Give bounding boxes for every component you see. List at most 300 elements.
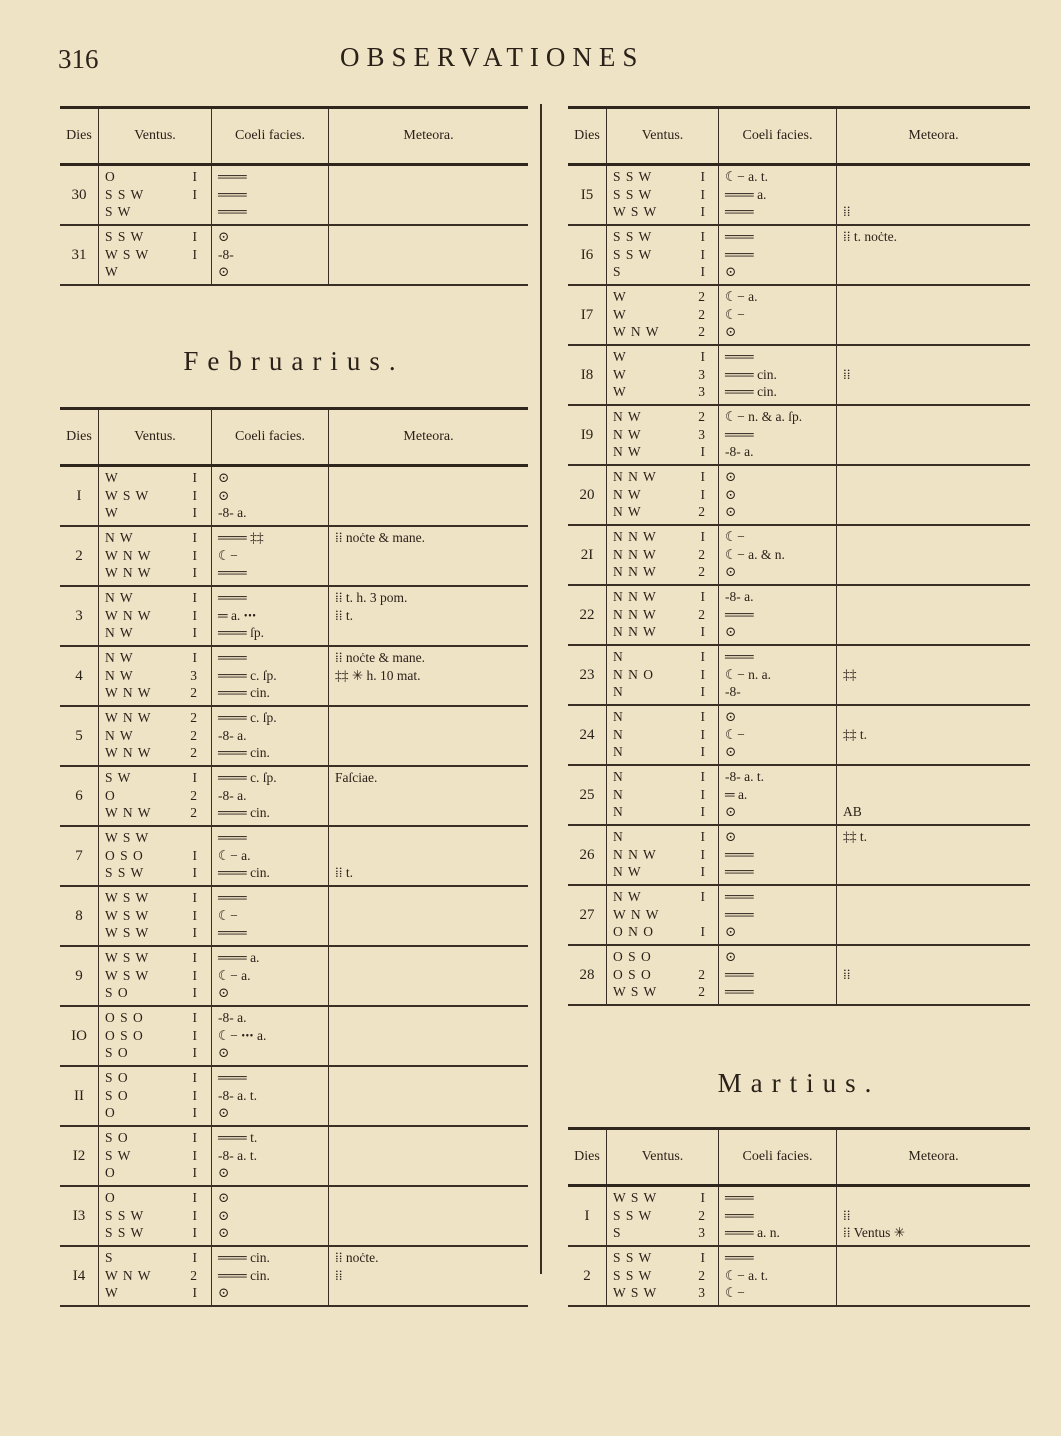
meteora-line bbox=[843, 1189, 1030, 1207]
wind-line bbox=[613, 888, 718, 906]
wind-direction: W S W bbox=[105, 246, 150, 262]
wind-direction: O bbox=[105, 1190, 116, 1205]
wind-force: I bbox=[192, 1250, 197, 1265]
wind-line bbox=[105, 847, 211, 865]
wind-line bbox=[613, 443, 718, 461]
ventus-cell bbox=[606, 826, 718, 884]
day-cell: 30 bbox=[71, 186, 87, 203]
coeli-line: ═══ bbox=[218, 565, 247, 580]
wind-line bbox=[105, 684, 211, 702]
meteora-cell bbox=[836, 1187, 1030, 1245]
meteora-line bbox=[843, 708, 1030, 726]
meteora-line: ⁞⁞ t. bbox=[335, 865, 354, 880]
wind-direction: W S W bbox=[105, 950, 150, 965]
wind-direction: W N W bbox=[105, 565, 152, 580]
wind-line bbox=[105, 744, 211, 762]
wind-direction: W N W bbox=[105, 547, 152, 563]
meteora-line bbox=[843, 168, 1030, 186]
coeli-line: ⊙ bbox=[218, 1105, 230, 1120]
wind-force: 2 bbox=[190, 685, 197, 700]
day-cell: 31 bbox=[71, 246, 87, 263]
header-ventus: Ventus. bbox=[606, 1130, 718, 1184]
coeli-line: ═══ c. ſp. bbox=[218, 667, 277, 683]
coeli-line: ⊙ bbox=[725, 709, 737, 724]
coeli-line: ═══ bbox=[725, 966, 754, 982]
table-row bbox=[568, 226, 1030, 286]
coeli-cell bbox=[718, 406, 836, 464]
wind-force: I bbox=[700, 846, 705, 862]
coeli-line: ═══ t. bbox=[218, 1130, 258, 1145]
wind-line bbox=[613, 863, 718, 881]
wind-line bbox=[105, 769, 211, 787]
meteora-line bbox=[843, 786, 1030, 804]
table-row bbox=[568, 406, 1030, 466]
ventus-cell bbox=[606, 346, 718, 404]
coeli-line: ═══ a. n. bbox=[725, 1225, 780, 1240]
coeli-line: ⊙ bbox=[725, 486, 737, 502]
wind-line bbox=[105, 1224, 211, 1242]
wind-line bbox=[105, 624, 211, 642]
wind-line bbox=[613, 786, 718, 804]
coeli-cell bbox=[211, 587, 328, 645]
coeli-line: ═══ bbox=[725, 1190, 754, 1205]
wind-direction: N W bbox=[613, 889, 642, 904]
wind-direction: S S W bbox=[613, 169, 653, 184]
wind-line bbox=[105, 1267, 211, 1285]
wind-force bbox=[177, 829, 197, 847]
wind-force bbox=[177, 203, 197, 221]
wind-force: I bbox=[192, 505, 197, 520]
wind-direction: N W bbox=[613, 504, 642, 519]
coeli-line: ⊙ bbox=[218, 1207, 230, 1223]
coeli-line: ═══ bbox=[218, 186, 247, 202]
ventus-cell bbox=[606, 646, 718, 704]
wind-force: I bbox=[700, 744, 705, 759]
day-cell: 4 bbox=[75, 667, 83, 684]
table-row bbox=[60, 707, 528, 767]
wind-force: I bbox=[700, 786, 705, 802]
wind-line bbox=[613, 366, 718, 384]
wind-direction: W S W bbox=[613, 984, 658, 999]
meteora-cell bbox=[328, 1007, 528, 1065]
wind-line bbox=[613, 323, 718, 341]
meteora-cell bbox=[328, 587, 528, 645]
wind-force: I bbox=[192, 650, 197, 665]
table-row bbox=[568, 946, 1030, 1006]
meteora-line: ⁞⁞ bbox=[843, 204, 851, 219]
wind-force: I bbox=[192, 1045, 197, 1060]
coeli-line: ⊙ bbox=[218, 985, 230, 1000]
wind-line bbox=[613, 546, 718, 564]
wind-force: I bbox=[192, 590, 197, 605]
wind-direction: W bbox=[105, 1285, 119, 1300]
wind-force: I bbox=[192, 925, 197, 940]
coeli-line: ⊙ bbox=[725, 829, 737, 844]
coeli-cell bbox=[211, 767, 328, 825]
martius-rows bbox=[568, 1187, 1030, 1307]
wind-force: I bbox=[192, 547, 197, 563]
wind-direction: W bbox=[613, 366, 627, 382]
wind-direction: O bbox=[105, 169, 116, 184]
meteora-cell bbox=[836, 826, 1030, 884]
wind-line bbox=[613, 1207, 718, 1225]
table-row bbox=[60, 1067, 528, 1127]
wind-force: I bbox=[192, 1105, 197, 1120]
wind-line bbox=[105, 529, 211, 547]
ventus-cell bbox=[98, 1187, 211, 1245]
table-row bbox=[60, 166, 528, 226]
meteora-line: ⁞⁞ t. h. 3 pom. bbox=[335, 590, 408, 605]
wind-line bbox=[105, 949, 211, 967]
wind-line bbox=[613, 983, 718, 1001]
table-row bbox=[568, 706, 1030, 766]
wind-direction: S bbox=[105, 1250, 114, 1265]
wind-direction: N N W bbox=[613, 846, 657, 862]
wind-line bbox=[105, 907, 211, 925]
wind-direction: S O bbox=[105, 985, 129, 1000]
wind-direction: W S W bbox=[105, 907, 150, 923]
coeli-cell bbox=[211, 827, 328, 885]
wind-line bbox=[105, 1129, 211, 1147]
wind-direction: S O bbox=[105, 1045, 129, 1060]
wind-force: 2 bbox=[698, 564, 705, 579]
wind-direction: N bbox=[613, 829, 624, 844]
wind-line bbox=[613, 906, 718, 924]
wind-force: 2 bbox=[698, 306, 705, 322]
ventus-cell bbox=[606, 766, 718, 824]
coeli-line: ☾− a. bbox=[218, 847, 251, 863]
wind-direction: S S W bbox=[105, 186, 145, 202]
coeli-line: ═══ cin. bbox=[725, 384, 777, 399]
ventus-cell bbox=[98, 1067, 211, 1125]
day-cell: 5 bbox=[75, 727, 83, 744]
coeli-line: ═══ cin. bbox=[218, 805, 270, 820]
coeli-line: ═══ bbox=[218, 169, 247, 184]
coeli-cell bbox=[211, 887, 328, 945]
wind-line bbox=[613, 666, 718, 684]
wind-line bbox=[613, 348, 718, 366]
coeli-line: ⊙ bbox=[218, 1225, 230, 1240]
coeli-cell bbox=[718, 646, 836, 704]
wind-direction: O S O bbox=[105, 1010, 144, 1025]
wind-direction: N W bbox=[105, 727, 134, 743]
wind-line bbox=[613, 768, 718, 786]
header-meteora: Meteora. bbox=[328, 410, 528, 464]
wind-direction: W N W bbox=[105, 805, 152, 820]
header-dies: Dies bbox=[66, 128, 92, 143]
header-meteora: Meteora. bbox=[836, 1130, 1030, 1184]
table-row bbox=[60, 467, 528, 527]
table-row bbox=[568, 1247, 1030, 1307]
wind-line bbox=[105, 186, 211, 204]
meteora-line: ⁞⁞ t. bbox=[335, 607, 354, 623]
day-cell: 2I bbox=[580, 546, 594, 563]
coeli-line: ═══ bbox=[725, 846, 754, 862]
coeli-line: ═══ cin. bbox=[218, 1250, 270, 1265]
wind-line bbox=[613, 1189, 718, 1207]
wind-force: I bbox=[192, 1010, 197, 1025]
wind-force: 2 bbox=[190, 727, 197, 743]
wind-line bbox=[613, 1249, 718, 1267]
wind-direction: N bbox=[613, 769, 624, 784]
wind-direction: W bbox=[613, 384, 627, 399]
day-cell: II bbox=[74, 1087, 84, 1104]
coeli-line: ⊙ bbox=[218, 1285, 230, 1300]
coeli-line: -8- a. bbox=[218, 505, 247, 520]
coeli-line: ═══ bbox=[725, 984, 754, 999]
wind-direction: W bbox=[613, 306, 627, 322]
table-row bbox=[60, 887, 528, 947]
wind-force: I bbox=[192, 907, 197, 923]
wind-direction: S O bbox=[105, 1070, 129, 1085]
coeli-cell bbox=[718, 226, 836, 284]
table-row bbox=[60, 1187, 528, 1247]
wind-line bbox=[613, 168, 718, 186]
table-row bbox=[60, 767, 528, 827]
coeli-line: ═══ cin. bbox=[218, 685, 270, 700]
meteora-cell bbox=[328, 1187, 528, 1245]
table-row bbox=[60, 827, 528, 887]
wind-force: I bbox=[192, 169, 197, 184]
wind-force: I bbox=[700, 246, 705, 262]
wind-direction: N bbox=[613, 804, 624, 819]
wind-direction: S S W bbox=[613, 1267, 653, 1283]
meteora-line bbox=[843, 648, 1030, 666]
coeli-line: ☾− n. & a. ſp. bbox=[725, 409, 803, 424]
day-cell: 2 bbox=[75, 547, 83, 564]
meteora-cell bbox=[328, 527, 528, 585]
wind-line bbox=[613, 923, 718, 941]
ventus-cell bbox=[606, 1187, 718, 1245]
meteora-cell bbox=[836, 526, 1030, 584]
coeli-line: ═══ bbox=[725, 864, 754, 879]
wind-force: I bbox=[700, 349, 705, 364]
meteora-line: Faſciae. bbox=[335, 770, 378, 785]
wind-line bbox=[613, 828, 718, 846]
day-cell: I4 bbox=[72, 1267, 86, 1284]
wind-line bbox=[105, 984, 211, 1002]
wind-force: I bbox=[192, 967, 197, 983]
wind-line bbox=[613, 288, 718, 306]
wind-force: I bbox=[700, 204, 705, 219]
meteora-line: ⁞⁞ bbox=[335, 1267, 343, 1283]
wind-line bbox=[613, 648, 718, 666]
wind-direction: O S O bbox=[613, 949, 652, 964]
day-cell: 28 bbox=[579, 966, 595, 983]
wind-force: I bbox=[192, 229, 197, 244]
wind-line bbox=[613, 1267, 718, 1285]
meteora-line: ⁞⁞ Ventus ✳ bbox=[843, 1225, 906, 1240]
wind-line bbox=[613, 966, 718, 984]
wind-force: I bbox=[700, 684, 705, 699]
wind-direction: S S W bbox=[613, 186, 653, 202]
wind-line bbox=[105, 727, 211, 745]
header-dies: Dies bbox=[574, 1149, 600, 1164]
header-ventus: Ventus. bbox=[98, 410, 211, 464]
coeli-line: -8- a. t. bbox=[218, 1087, 257, 1103]
meteora-line bbox=[843, 768, 1030, 786]
table-row bbox=[60, 1127, 528, 1187]
wind-direction: N W bbox=[105, 590, 134, 605]
ventus-cell bbox=[606, 1247, 718, 1305]
table-row bbox=[568, 466, 1030, 526]
wind-direction: O S O bbox=[105, 847, 144, 863]
wind-direction: W bbox=[105, 470, 119, 485]
ventus-cell bbox=[606, 946, 718, 1004]
coeli-line: ⊙ bbox=[725, 624, 737, 639]
wind-force: 2 bbox=[190, 745, 197, 760]
coeli-line: ⊙ bbox=[218, 470, 230, 485]
wind-line bbox=[613, 1284, 718, 1302]
wind-direction: S S W bbox=[105, 1207, 145, 1223]
wind-direction: W S W bbox=[613, 1285, 658, 1300]
january-end-rows bbox=[60, 166, 528, 286]
meteora-line: ‡‡ t. bbox=[843, 829, 868, 844]
table-header bbox=[60, 109, 528, 166]
table-row bbox=[568, 526, 1030, 586]
header-coeli: Coeli facies. bbox=[211, 410, 328, 464]
wind-force: I bbox=[700, 589, 705, 604]
wind-force: I bbox=[700, 829, 705, 844]
coeli-line: ☾− n. a. bbox=[725, 666, 771, 682]
header-ventus: Ventus. bbox=[606, 109, 718, 163]
coeli-line: ═══ c. ſp. bbox=[218, 710, 277, 725]
wind-line bbox=[105, 709, 211, 727]
meteora-cell bbox=[328, 887, 528, 945]
coeli-line: ☾− bbox=[218, 547, 238, 563]
meteora-cell bbox=[328, 467, 528, 525]
wind-force: I bbox=[700, 229, 705, 244]
coeli-cell bbox=[211, 707, 328, 765]
day-cell: I8 bbox=[580, 366, 594, 383]
ventus-cell bbox=[98, 707, 211, 765]
meteora-line: ⁞⁞ t. noċte. bbox=[843, 229, 897, 244]
coeli-line: ☾− a. bbox=[725, 289, 758, 304]
wind-line bbox=[105, 246, 211, 264]
wind-force: I bbox=[700, 469, 705, 484]
wind-force: 2 bbox=[698, 324, 705, 339]
coeli-line: ═══ cin. bbox=[725, 366, 777, 382]
coeli-line: ⊙ bbox=[725, 804, 737, 819]
wind-line bbox=[105, 804, 211, 822]
meteora-cell bbox=[836, 706, 1030, 764]
ventus-cell bbox=[606, 226, 718, 284]
ventus-cell bbox=[98, 947, 211, 1005]
wind-line bbox=[613, 383, 718, 401]
coeli-cell bbox=[718, 526, 836, 584]
coeli-line: ═══ bbox=[218, 204, 247, 219]
wind-line bbox=[105, 263, 211, 281]
month-title-februarius: Februarius. bbox=[183, 346, 405, 376]
wind-direction: N bbox=[613, 786, 624, 802]
meteora-cell bbox=[328, 1247, 528, 1305]
wind-force: I bbox=[192, 530, 197, 545]
coeli-line: -8- a. t. bbox=[218, 1147, 257, 1163]
coeli-cell bbox=[211, 527, 328, 585]
coeli-line: ═══ bbox=[725, 246, 754, 262]
wind-direction: W bbox=[613, 349, 627, 364]
table-row bbox=[568, 166, 1030, 226]
coeli-line: ═══ c. ſp. bbox=[218, 770, 277, 785]
ventus-cell bbox=[606, 286, 718, 344]
day-cell: I bbox=[76, 487, 82, 504]
coeli-cell bbox=[718, 886, 836, 944]
wind-force: I bbox=[700, 264, 705, 279]
wind-force: I bbox=[700, 649, 705, 664]
wind-line bbox=[613, 948, 718, 966]
wind-force: 2 bbox=[698, 409, 705, 424]
wind-force: I bbox=[192, 487, 197, 503]
day-cell: I6 bbox=[580, 246, 594, 263]
meteora-line: ⁞⁞ noċte. bbox=[335, 1250, 379, 1265]
ventus-cell bbox=[606, 166, 718, 224]
meteora-cell bbox=[836, 586, 1030, 644]
wind-force: 2 bbox=[698, 504, 705, 519]
coeli-cell bbox=[211, 1067, 328, 1125]
meteora-cell bbox=[328, 947, 528, 1005]
header-coeli: Coeli facies. bbox=[718, 1130, 836, 1184]
wind-force: 2 bbox=[190, 787, 197, 803]
coeli-line: ═══ bbox=[725, 1250, 754, 1265]
coeli-cell bbox=[718, 1187, 836, 1245]
meteora-cell bbox=[836, 886, 1030, 944]
meteora-cell bbox=[328, 827, 528, 885]
header-meteora: Meteora. bbox=[836, 109, 1030, 163]
wind-line bbox=[105, 564, 211, 582]
table-row bbox=[60, 647, 528, 707]
table-row bbox=[60, 527, 528, 587]
wind-line bbox=[105, 547, 211, 565]
ventus-cell bbox=[98, 887, 211, 945]
wind-force: I bbox=[192, 607, 197, 623]
coeli-cell bbox=[211, 947, 328, 1005]
coeli-line: ⊙ bbox=[725, 504, 737, 519]
wind-direction: S W bbox=[105, 1147, 132, 1163]
meteora-cell bbox=[328, 647, 528, 705]
wind-direction: W bbox=[105, 264, 119, 279]
day-cell: 9 bbox=[75, 967, 83, 984]
wind-force: 3 bbox=[190, 667, 197, 683]
wind-direction: W S W bbox=[105, 967, 150, 983]
wind-line bbox=[105, 967, 211, 985]
table-row bbox=[60, 1247, 528, 1307]
wind-force: I bbox=[192, 470, 197, 485]
coeli-line: ═══ ſp. bbox=[218, 625, 264, 640]
wind-line bbox=[105, 889, 211, 907]
wind-force: I bbox=[700, 444, 705, 459]
wind-line bbox=[105, 787, 211, 805]
header-dies: Dies bbox=[574, 128, 600, 143]
coeli-cell bbox=[211, 1007, 328, 1065]
wind-force: I bbox=[192, 985, 197, 1000]
coeli-line: ⊙ bbox=[725, 469, 737, 484]
wind-direction: W S W bbox=[613, 204, 658, 219]
wind-line bbox=[105, 228, 211, 246]
ventus-cell bbox=[98, 1127, 211, 1185]
coeli-line: ═══ a. bbox=[725, 186, 767, 202]
wind-line bbox=[613, 708, 718, 726]
wind-line bbox=[105, 1189, 211, 1207]
wind-direction: N bbox=[613, 726, 624, 742]
wind-direction: N bbox=[613, 684, 624, 699]
coeli-cell bbox=[718, 166, 836, 224]
wind-direction: N W bbox=[613, 426, 642, 442]
wind-force: 2 bbox=[698, 1207, 705, 1223]
meteora-line: ⁞⁞ bbox=[843, 966, 851, 982]
wind-force: I bbox=[192, 1027, 197, 1043]
wind-direction: W N W bbox=[105, 745, 152, 760]
day-cell: 20 bbox=[579, 486, 595, 503]
